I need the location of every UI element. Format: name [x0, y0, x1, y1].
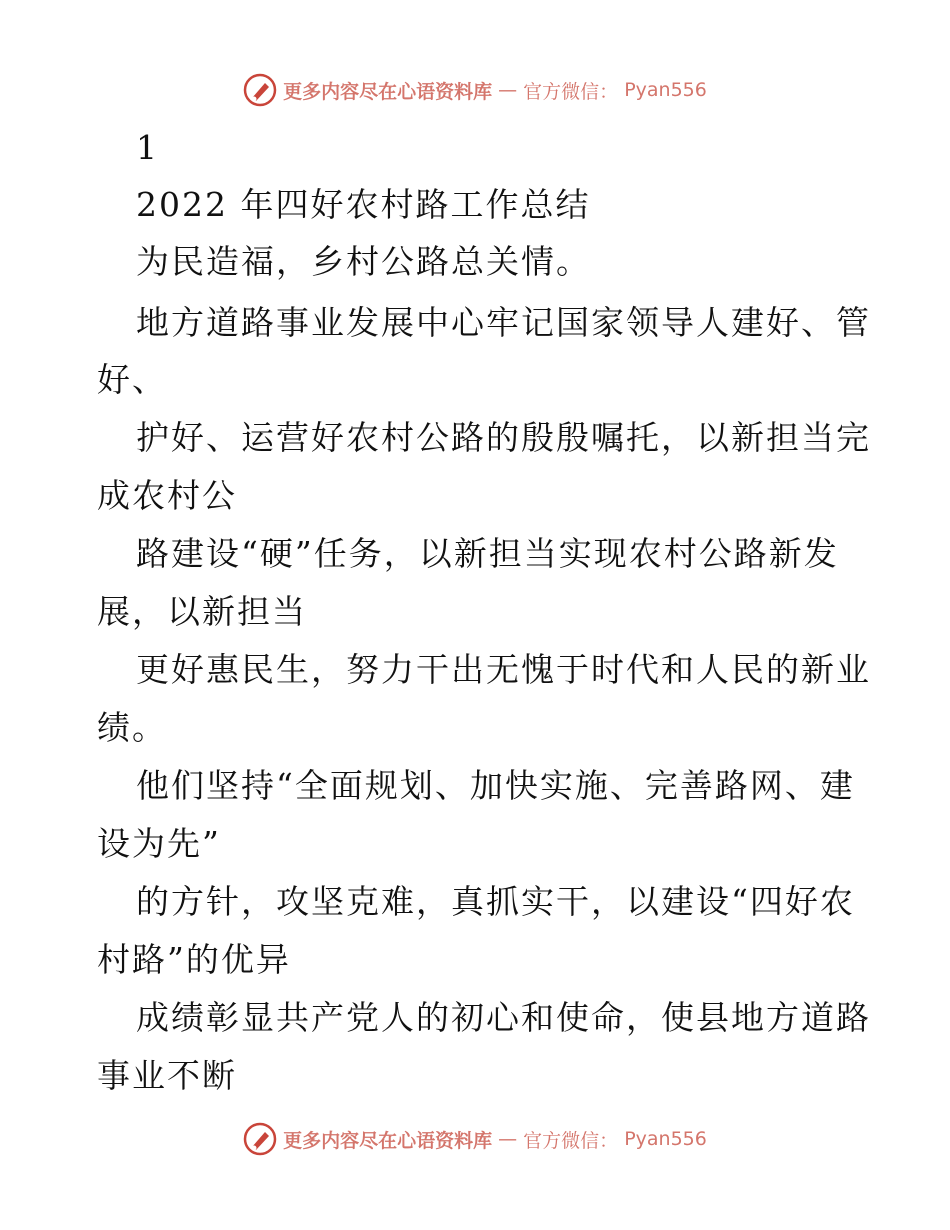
- banner-contact-label: 官方微信：: [523, 1129, 619, 1152]
- banner-site-text: 更多内容尽在心语资料库: [283, 1129, 493, 1152]
- banner-handle: Pyan556: [624, 79, 707, 101]
- paragraph-line: 事业不断: [97, 1056, 237, 1095]
- paragraph-line: 设为先”: [97, 824, 221, 863]
- banner-separator: —: [498, 1128, 518, 1150]
- banner-separator: —: [498, 79, 518, 101]
- paragraph-line: 展，以新担当: [97, 592, 307, 631]
- footer-banner: [0, 1119, 950, 1159]
- page-number: 1: [136, 128, 159, 167]
- header-banner: [0, 70, 950, 110]
- paragraph-line: 地方道路事业发展中心牢记国家领导人建好、管: [136, 303, 871, 342]
- pen-nib-icon: [243, 73, 277, 107]
- banner-handle: Pyan556: [624, 1128, 707, 1150]
- paragraph-line: 为民造福，乡村公路总关情。: [136, 242, 591, 281]
- paragraph-line: 护好、运营好农村公路的殷殷嘱托，以新担当完: [136, 418, 871, 457]
- paragraph-line: 成绩彰显共产党人的初心和使命，使县地方道路: [136, 998, 871, 1037]
- paragraph-line: 更好惠民生，努力干出无愧于时代和人民的新业: [136, 650, 871, 689]
- paragraph-line: 村路”的优异: [97, 940, 291, 979]
- paragraph-line: 好、: [97, 360, 167, 399]
- paragraph-line: 他们坚持“全面规划、加快实施、完善路网、建: [136, 766, 855, 805]
- pen-nib-icon: [243, 1122, 277, 1156]
- document-title: 2022 年四好农村路工作总结: [136, 185, 591, 224]
- paragraph-line: 绩。: [97, 708, 167, 747]
- banner-site-text: 更多内容尽在心语资料库: [283, 80, 493, 103]
- paragraph-line: 成农村公: [97, 476, 237, 515]
- paragraph-line: 路建设“硬”任务，以新担当实现农村公路新发: [136, 534, 839, 573]
- banner-contact-label: 官方微信：: [523, 80, 619, 103]
- paragraph-line: 的方针，攻坚克难，真抓实干，以建设“四好农: [136, 882, 855, 921]
